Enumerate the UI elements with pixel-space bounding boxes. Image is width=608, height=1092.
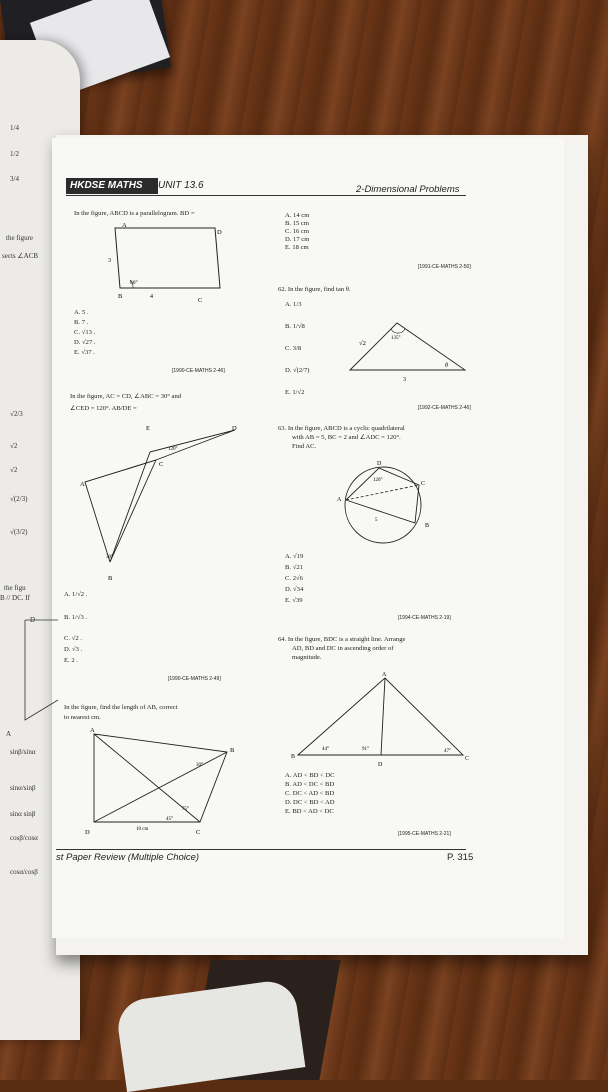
margin-frag: the figure: [6, 234, 34, 242]
q62-source: [1992-CE-MATHS 2-46]: [418, 405, 471, 411]
angle-30: 30°: [196, 763, 203, 768]
q-r1-option[interactable]: C. 16 cm: [285, 228, 309, 235]
q-r1-option[interactable]: A. 14 cm: [285, 212, 310, 219]
margin-frag: D: [30, 616, 36, 624]
q-r1-source: [1991-CE-MATHS 2-50]: [418, 264, 471, 270]
q63-option[interactable]: A. √19: [285, 553, 304, 560]
footer-left: st Paper Review (Multiple Choice): [56, 852, 200, 863]
margin-frag: sinα sinβ: [10, 810, 36, 818]
q-parallelogram-option[interactable]: B. 7 .: [74, 319, 89, 326]
label-B: B: [291, 754, 296, 760]
margin-frag: 1/4: [10, 124, 19, 132]
margin-frag: B // DC. If: [0, 594, 30, 602]
label-D: D: [232, 425, 237, 432]
angle-91: 91°: [362, 747, 369, 752]
side-root2: √2: [359, 340, 366, 347]
angle-120: 120°: [373, 478, 383, 483]
label-A: A: [382, 672, 387, 678]
label-E: E: [146, 425, 150, 432]
label-D: D: [217, 229, 222, 236]
q64-source: [1995-CE-MATHS 2-21]: [398, 831, 451, 837]
margin-frag: √(2/3): [10, 495, 28, 503]
label-C: C: [421, 481, 426, 487]
margin-figure: [0, 600, 60, 740]
parallelogram-figure: [100, 218, 230, 308]
angle-120: 120°: [168, 447, 178, 452]
margin-frag: 3/4: [10, 175, 19, 183]
margin-frag: √2/3: [10, 410, 23, 418]
margin-frag: cosβ/cosα: [10, 834, 38, 842]
q-acd-option[interactable]: A. 1/√2 .: [64, 591, 88, 598]
base-10cm: 10 cm: [136, 827, 149, 832]
angle-135: 135°: [391, 336, 401, 341]
q62-option[interactable]: B. 1/√8: [285, 323, 305, 330]
q64-stem-1: 64. In the figure, BDC is a straight line. Arrange: [278, 636, 406, 643]
header-rule: [66, 195, 466, 196]
q63-source: [1994-CE-MATHS 2-19]: [398, 615, 451, 621]
label-B: B: [108, 575, 113, 582]
q63-stem-2: with AB = 5, BC = 2 and ∠ADC = 120°.: [292, 434, 401, 441]
q63-option[interactable]: C. 2√6: [285, 575, 303, 582]
label-B: B: [425, 523, 430, 529]
label-B: B: [118, 293, 123, 300]
q-acd-source: [1990-CE-MATHS 2-49]: [168, 676, 221, 682]
header-series: HKDSE MATHS: [66, 178, 158, 194]
label-D: D: [378, 762, 383, 768]
margin-frag: cosα/cosβ: [10, 868, 38, 876]
q63-stem-3: Find AC.: [292, 443, 317, 450]
label-C: C: [159, 461, 164, 468]
q-r1-option[interactable]: E. 18 cm: [285, 244, 309, 251]
label-C: C: [196, 829, 201, 836]
q-parallelogram-option[interactable]: C. √13 .: [74, 329, 96, 336]
label-C: C: [465, 756, 470, 762]
angle-44: 44°: [322, 747, 329, 752]
q62-option[interactable]: E. 1/√2: [285, 389, 305, 396]
q-acd-option[interactable]: E. 2 .: [64, 657, 78, 664]
margin-frag: √2: [10, 442, 18, 450]
q-acd-stem-2: ∠CED = 120°. AB/DE =: [70, 405, 137, 412]
q64-option[interactable]: E. BD < AD < DC: [285, 808, 334, 815]
q64-stem-3: magnitude.: [292, 654, 322, 661]
q62-option[interactable]: C. 3/8: [285, 345, 302, 352]
footer-rule: [56, 849, 466, 850]
label-D: D: [377, 461, 382, 467]
q-parallelogram-option[interactable]: A. 5 .: [74, 309, 89, 316]
angle-45: 45°: [166, 817, 173, 822]
label-C: C: [198, 297, 203, 304]
q62-triangle-figure: [345, 315, 475, 385]
q-r1-option[interactable]: B. 15 cm: [285, 220, 309, 227]
margin-frag: sects ∠ACB: [2, 252, 39, 260]
margin-frag: A: [6, 730, 12, 738]
q-ab-stem-2: to nearest cm.: [64, 714, 101, 721]
q63-cyclic-figure: [335, 455, 445, 550]
q-acd-stem-1: In the figure, AC = CD, ∠ABC = 30° and: [70, 393, 182, 400]
margin-frag: sinα/sinβ: [10, 784, 36, 792]
q62-option[interactable]: D. √(2/7): [285, 367, 310, 374]
angle-30: 30°: [106, 555, 113, 560]
margin-frag: √(3/2): [10, 528, 28, 536]
label-A: A: [122, 222, 127, 229]
q62-stem: 62. In the figure, find tan θ.: [278, 286, 351, 293]
label-D: D: [85, 829, 90, 836]
side-3: 3: [108, 258, 111, 264]
q-acd-option[interactable]: B. 1/√3 .: [64, 614, 88, 621]
side-5: 5: [375, 518, 378, 523]
side-4: 4: [150, 294, 153, 300]
q64-option[interactable]: C. DC < AD < BD: [285, 790, 335, 797]
margin-frag: 1/2: [10, 150, 19, 158]
q-parallelogram-option[interactable]: E. √37 .: [74, 349, 95, 356]
angle-60: 60°: [130, 280, 138, 286]
q-parallelogram-option[interactable]: D. √27 .: [74, 339, 96, 346]
q-parallelogram-source: [1990-CE-MATHS 2-46]: [172, 368, 225, 374]
q64-option[interactable]: A. AD < BD < DC: [285, 772, 335, 779]
q-ab-stem-1: In the figure, find the length of AB, correct: [64, 704, 178, 711]
label-B: B: [230, 747, 235, 754]
label-A: A: [80, 481, 85, 488]
q63-option[interactable]: D. √34: [285, 586, 304, 593]
q64-stem-2: AD, BD and DC in ascending order of: [292, 645, 394, 652]
margin-frag: √2: [10, 466, 18, 474]
q-acd-option[interactable]: D. √3 .: [64, 646, 83, 653]
footer-page-number: P. 315: [447, 852, 474, 863]
angle-75: 75°: [182, 807, 189, 812]
q64-triangle-figure: [288, 670, 478, 770]
q-r1-option[interactable]: D. 17 cm: [285, 236, 310, 243]
q63-option[interactable]: B. √21: [285, 564, 303, 571]
triangle-acd-figure: [80, 420, 250, 590]
quadrilateral-figure: [82, 724, 242, 844]
q64-option[interactable]: B. AD < DC < BD: [285, 781, 335, 788]
q-parallelogram-stem: In the figure, ABCD is a parallelogram. BD =: [74, 210, 195, 217]
q-acd-option[interactable]: C. √2 .: [64, 635, 82, 642]
q63-option[interactable]: E. √39: [285, 597, 303, 604]
header-unit: UNIT 13.6: [158, 180, 204, 191]
margin-frag: the figu: [4, 584, 26, 592]
base-3: 3: [403, 377, 406, 383]
q64-option[interactable]: D. DC < BD < AD: [285, 799, 335, 806]
header-topic: 2-Dimensional Problems: [356, 184, 460, 195]
angle-47: 47°: [444, 749, 451, 754]
q63-stem-1: 63. In the figure, ABCD is a cyclic quadrilateral: [278, 425, 405, 432]
label-A: A: [90, 727, 95, 734]
q62-option[interactable]: A. 1/3: [285, 301, 302, 308]
label-A: A: [337, 497, 342, 503]
margin-frag: sinβ/sinα: [10, 748, 36, 756]
angle-theta: θ: [445, 363, 448, 369]
